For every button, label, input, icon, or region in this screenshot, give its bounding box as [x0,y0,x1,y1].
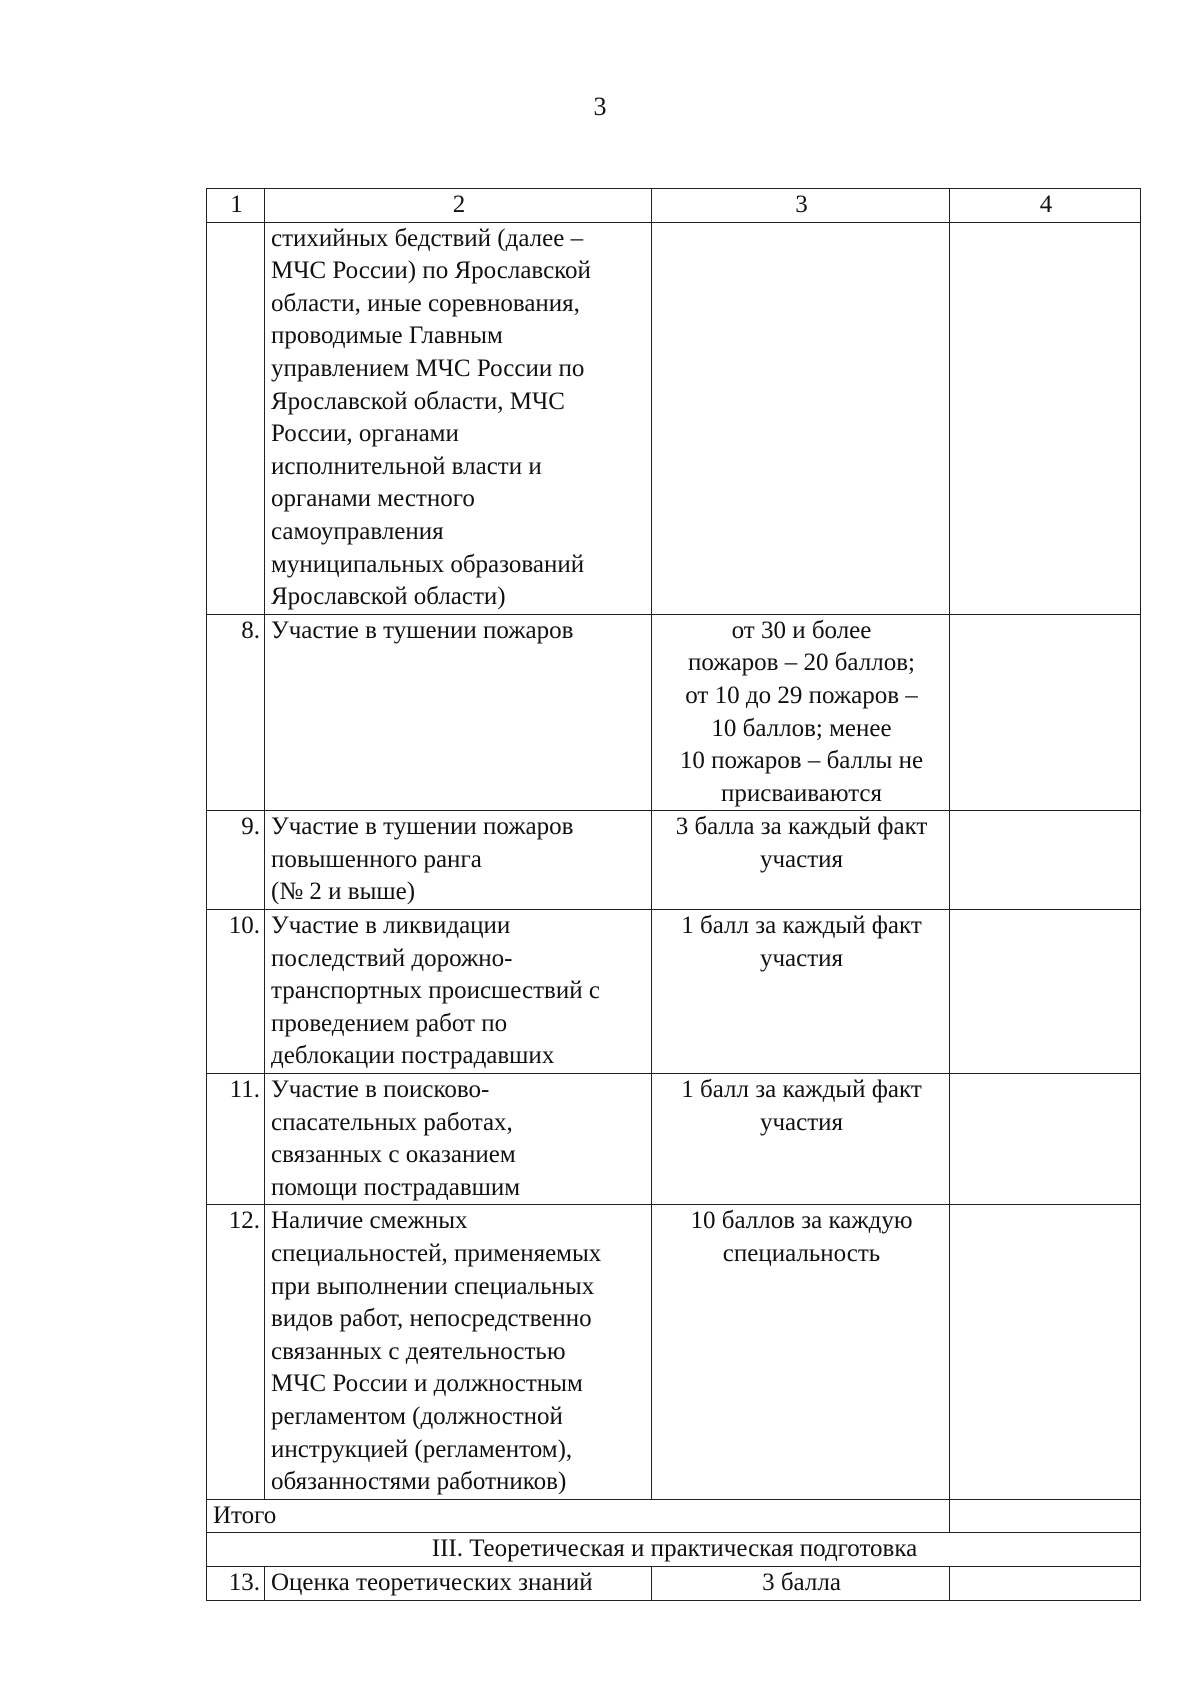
score-cell [652,222,950,614]
criterion-line: МЧС России) по Ярославской [271,257,591,285]
criterion-line: управлением МЧС России по [271,354,585,382]
criterion-line: области, иные соревнования, [271,289,580,317]
table-header-row [207,189,1141,223]
score-line: 1 балл за каждый факт [681,1076,922,1104]
criterion-cell: Оценка теоретических знаний [265,1566,652,1600]
score-line: 10 баллов за каждую [690,1207,913,1235]
criterion-line: МЧС России и должностным [271,1370,583,1398]
criterion-line: деблокации пострадавших [271,1042,555,1070]
row-number [207,222,265,614]
total-value [950,1499,1141,1533]
score-line: 3 балла за каждый факт [675,813,928,841]
table-row [207,1074,1141,1205]
section-title: III. Теоретическая и практическая подготовка [207,1533,1141,1567]
row-number: 12. [207,1205,265,1499]
score-line: 10 баллов; менее [711,714,892,742]
criterion-cell [265,222,652,614]
score-cell [652,1074,950,1205]
value-cell [950,1566,1141,1600]
criterion-line: регламентом (должностной [271,1402,563,1430]
criterion-line: Ярославской области) [271,583,506,611]
value-cell [950,1205,1141,1499]
score-line: присваиваются [720,779,883,807]
score-cell [652,910,950,1074]
criterion-line: Ярославской области, МЧС [271,387,565,415]
criterion-line: Участие в тушении пожаров [271,813,574,841]
criterion-line: видов работ, непосредственно [271,1305,592,1333]
criterion-cell [265,1074,652,1205]
score-line: участия [759,845,844,873]
header-cell-1: 1 [207,189,265,223]
criterion-line: помощи пострадавшим [271,1173,521,1201]
criterion-cell [265,811,652,910]
criterion-line: Участие в поисково- [271,1076,490,1104]
score-line: 1 балл за каждый факт [681,912,922,940]
value-cell [950,811,1141,910]
table-row [207,1205,1141,1499]
criterion-line: обязанностями работников) [271,1468,567,1496]
criterion-line: инструкцией (регламентом), [271,1435,573,1463]
criterion-cell [265,614,652,811]
table-row [207,811,1141,910]
criterion-line: спасательных работах, [271,1108,513,1136]
criterion-line: Участие в тушении пожаров [271,616,574,644]
criterion-line: связанных с оказанием [271,1141,516,1169]
criteria-table [206,188,1141,1601]
criterion-line: (№ 2 и выше) [271,878,416,906]
criterion-line: специальностей, применяемых [271,1240,602,1267]
score-line: 10 пожаров – баллы не [679,747,924,775]
criterion-line: при выполнении специальных [271,1272,595,1300]
header-cell-4: 4 [950,189,1141,223]
criterion-line: последствий дорожно- [271,944,513,972]
row-number: 9. [207,811,265,910]
section-row [207,1533,1141,1567]
criterion-line: транспортных происшествий с [271,977,600,1005]
criterion-line: Участие в ликвидации [271,912,511,940]
value-cell [950,910,1141,1074]
score-cell [652,1205,950,1499]
criterion-line: России, органами [271,420,459,448]
criterion-line: стихийных бедствий (далее – [271,224,584,252]
value-cell [950,222,1141,614]
row-number: 10. [207,910,265,1074]
value-cell [950,614,1141,811]
row-number: 8. [207,614,265,811]
criterion-line: самоуправления [271,517,444,545]
score-line: от 30 и более [731,616,872,644]
criterion-line: повышенного ранга [271,845,482,873]
page-number: 3 [593,92,607,121]
header-cell-2: 2 [265,189,652,223]
criterion-line: связанных с деятельностью [271,1337,566,1365]
header-cell-3: 3 [652,189,950,223]
score-cell [652,811,950,910]
score-line: участия [759,944,844,972]
criterion-line: проводимые Главным [271,322,503,350]
total-row [207,1499,1141,1533]
score-line: пожаров – 20 баллов; [688,649,915,677]
table-row [207,1566,1141,1600]
criterion-line: муниципальных образований [271,550,585,578]
total-label: Итого [207,1499,950,1533]
score-cell: 3 балла [652,1566,950,1600]
table-row-continuation [207,222,1141,614]
criterion-line: исполнительной власти и [271,452,542,480]
score-cell [652,614,950,811]
value-cell [950,1074,1141,1205]
row-number: 11. [207,1074,265,1205]
criterion-line: проведением работ по [271,1009,508,1037]
row-number: 13. [207,1566,265,1600]
criterion-cell [265,910,652,1074]
criterion-line: Наличие смежных [271,1207,468,1235]
criterion-line: органами местного [271,485,475,513]
table-row [207,910,1141,1074]
score-line: специальность [722,1240,881,1267]
criterion-cell [265,1205,652,1499]
score-line: участия [759,1108,844,1136]
table-row [207,614,1141,811]
score-line: от 10 до 29 пожаров – [685,681,918,709]
